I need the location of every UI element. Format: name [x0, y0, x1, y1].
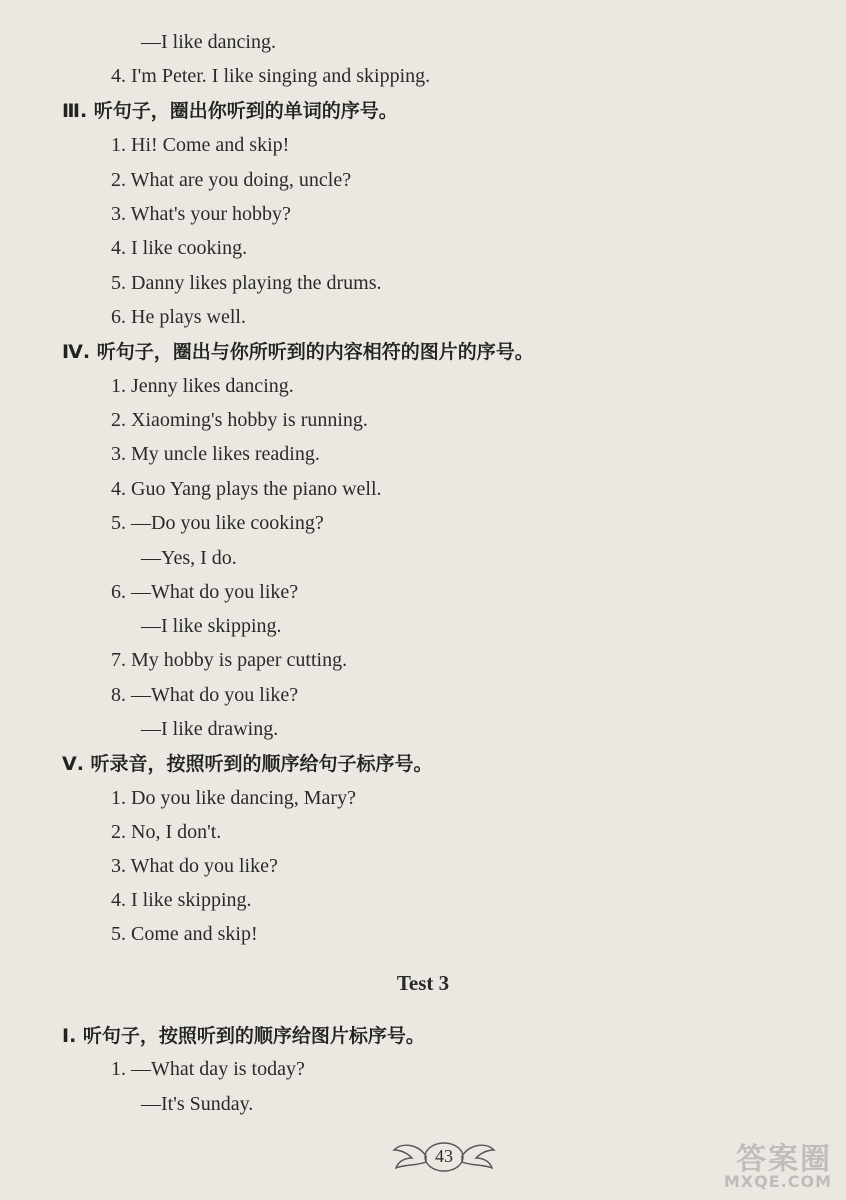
section-heading-5: Ⅴ. 听录音，按照听到的顺序给句子标序号。: [62, 753, 433, 775]
list-item: 4. I'm Peter. I like singing and skipping.: [111, 65, 431, 87]
dialogue-line: —I like skipping.: [141, 615, 282, 637]
section-heading-1: Ⅰ. 听句子，按照听到的顺序给图片标序号。: [62, 1025, 425, 1047]
section-heading-4: Ⅳ. 听句子，圈出与你所听到的内容相符的图片的序号。: [62, 341, 534, 363]
page-number-badge: [388, 1136, 500, 1176]
list-item: 4. I like cooking.: [111, 237, 248, 259]
list-item: 1. —What day is today?: [111, 1058, 305, 1080]
list-item: 1. Jenny likes dancing.: [111, 375, 294, 397]
watermark-logo-text: 答案圈: [736, 1142, 832, 1177]
page-number: 43: [435, 1146, 453, 1166]
list-item: 4. I like skipping.: [111, 889, 252, 911]
dialogue-line: —Yes, I do.: [141, 547, 237, 569]
site-watermark: [670, 1134, 840, 1194]
test-title: Test 3: [396, 971, 450, 995]
list-item: 8. —What do you like?: [111, 684, 299, 706]
list-item: 5. Danny likes playing the drums.: [111, 272, 382, 294]
list-item: 1. Hi! Come and skip!: [111, 134, 290, 156]
list-item: 2. Xiaoming's hobby is running.: [111, 409, 368, 431]
list-item: 6. —What do you like?: [111, 581, 299, 603]
list-item: 5. —Do you like cooking?: [111, 512, 324, 534]
list-item: 5. Come and skip!: [111, 923, 258, 945]
list-item: 3. What do you like?: [111, 855, 278, 877]
list-item: 7. My hobby is paper cutting.: [111, 649, 348, 671]
dialogue-line: —It's Sunday.: [141, 1093, 254, 1115]
list-item: 1. Do you like dancing, Mary?: [111, 787, 356, 809]
list-item: 2. No, I don't.: [111, 821, 222, 843]
dialogue-line: —I like dancing.: [141, 31, 276, 53]
list-item: 6. He plays well.: [111, 306, 246, 328]
watermark-url: MXQE.COM: [723, 1172, 832, 1191]
list-item: 4. Guo Yang plays the piano well.: [111, 478, 382, 500]
list-item: 2. What are you doing, uncle?: [111, 169, 352, 191]
list-item: 3. What's your hobby?: [111, 203, 291, 225]
dialogue-line: —I like drawing.: [141, 718, 279, 740]
list-item: 3. My uncle likes reading.: [111, 443, 320, 465]
section-heading-3: Ⅲ. 听句子，圈出你听到的单词的序号。: [62, 100, 398, 122]
